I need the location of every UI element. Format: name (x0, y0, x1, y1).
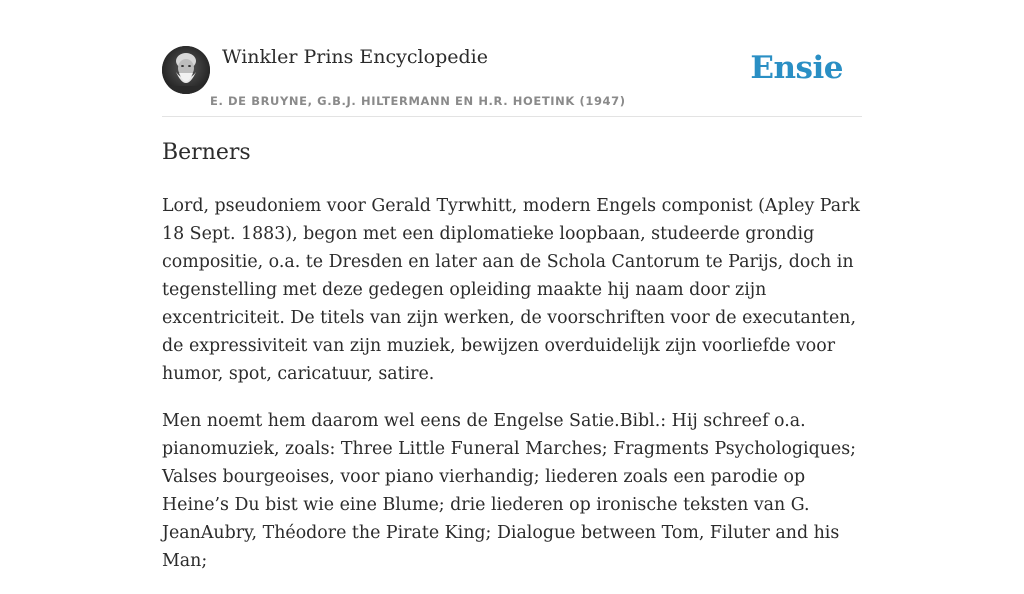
bearded-man-portrait-icon (162, 46, 210, 94)
source-title[interactable]: Winkler Prins Encyclopedie (222, 46, 488, 68)
ensie-logo[interactable]: Ensie (750, 50, 843, 86)
source-header (162, 0, 862, 117)
source-authors: E. DE BRUYNE, G.B.J. HILTERMANN EN H.R. HOETINK (1947) (210, 94, 626, 108)
article-paragraph: Men noemt hem daarom wel eens de Engelse Satie.Bibl.: Hij schreef o.a. pianomuziek, zoals: Three Little Funeral Marches; Fragments Psychologiques; Valses bourgeoises, voor piano vierhandig; liederen zoals een parodie op Heine’s Du bist wie eine Blume; drie liederen op ironische teksten van G. JeanAubry, Théodore the Pirate King; Dialogue between Tom, Filuter and his Man; (162, 411, 856, 571)
article-body (162, 192, 862, 594)
author-avatar[interactable] (162, 46, 210, 94)
article-paragraph: Lord, pseudoniem voor Gerald Tyrwhitt, modern Engels componist (Apley Park 18 Sept. 1883), begon met een diplomatieke loopbaan, studeerde grondig compositie, o.a. te Dresden en later aan de Schola Cantorum te Parijs, doch in tegenstelling met deze gedegen opleiding maakte hij naam door zijn excentriciteit. De titels van zijn werken, de voorschriften voor de executanten, de expressiviteit van zijn muziek, bewijzen overduidelijk zijn voorliefde voor humor, spot, caricatuur, satire. (162, 196, 860, 384)
article-title: Berners (162, 140, 251, 165)
page (162, 0, 862, 571)
